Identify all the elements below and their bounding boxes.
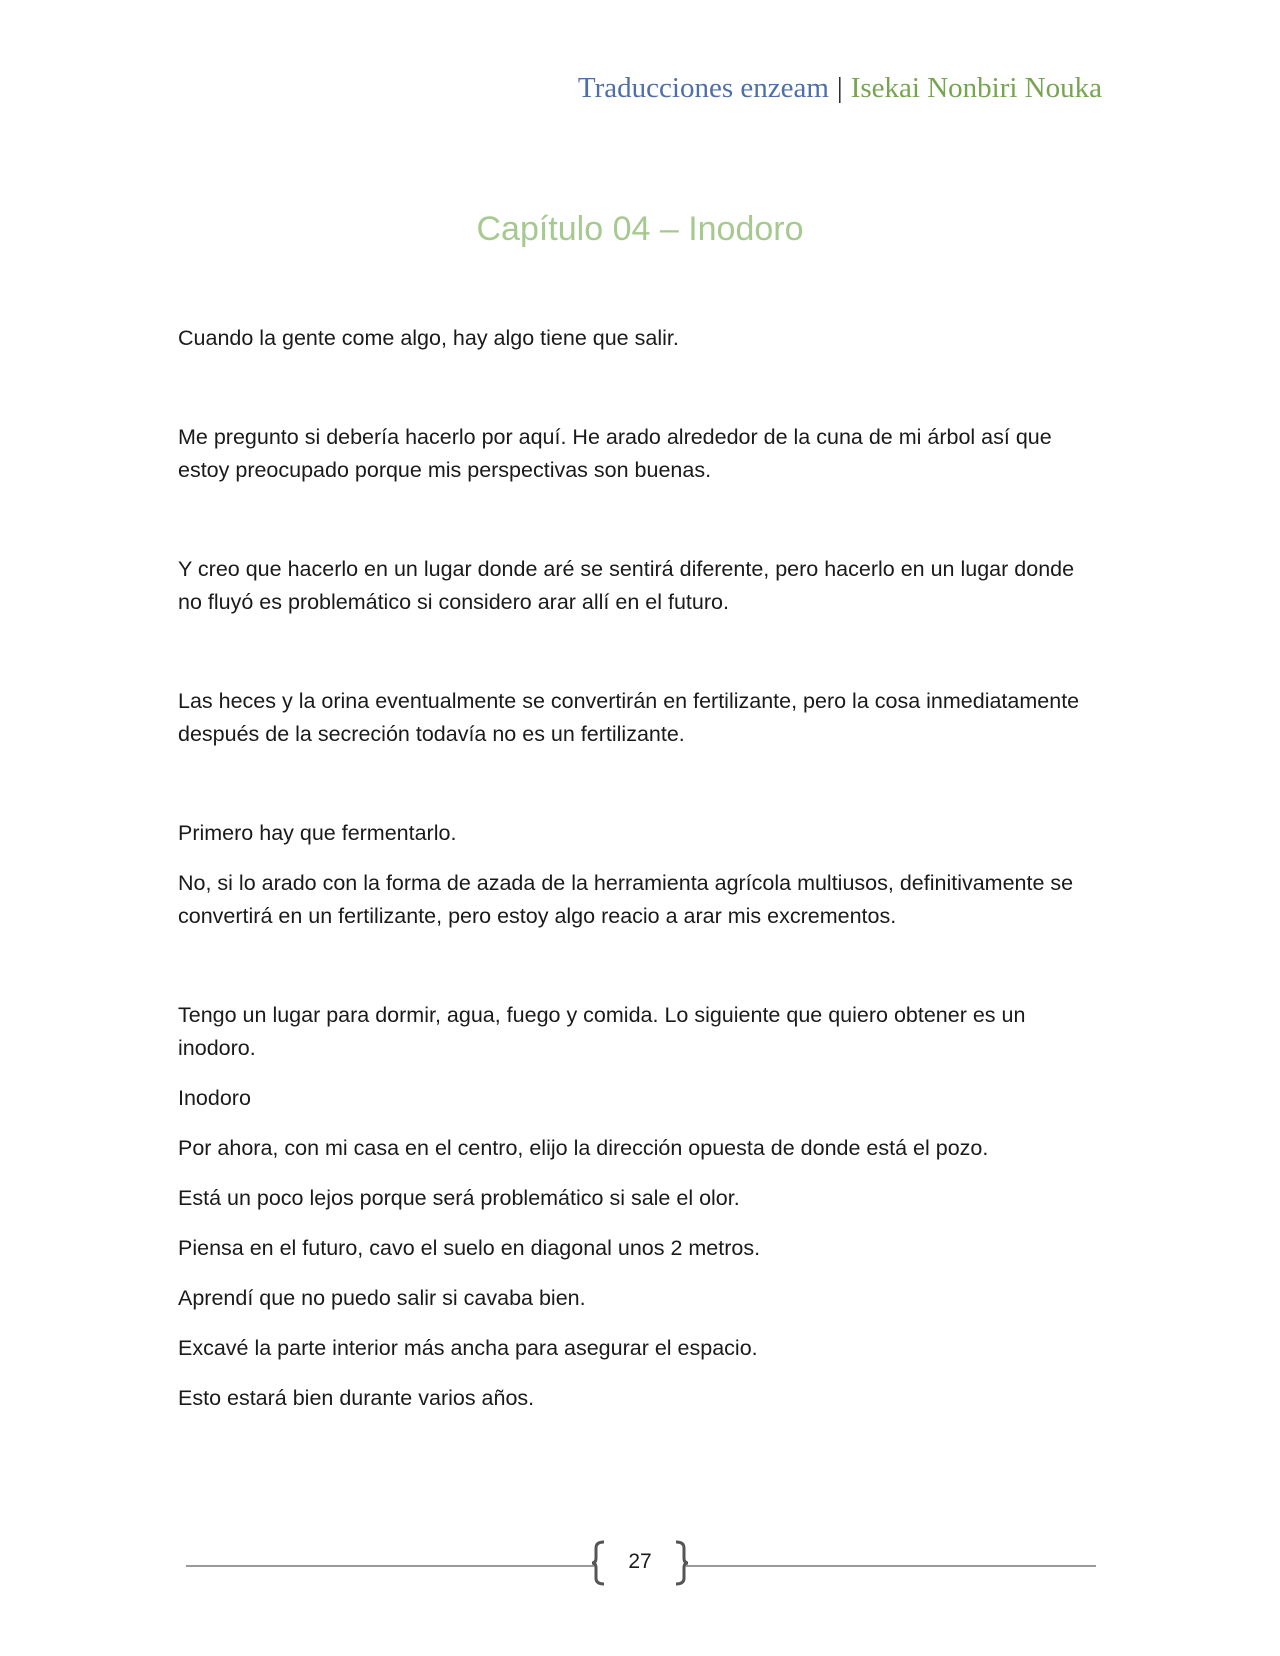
header-series-name: Traducciones enzeam: [577, 72, 829, 104]
paragraph: Por ahora, con mi casa en el centro, elijo la dirección opuesta de donde está el pozo.: [178, 1136, 989, 1160]
paragraph: Las heces y la orina eventualmente se convertirán en fertilizante, pero la cosa inmediatamente después de la secreción todavía no es un fertilizante.: [178, 689, 1080, 746]
paragraph: Aprendí que no puedo salir si cavaba bien.: [178, 1286, 586, 1310]
footer-rule-right: [686, 1565, 1096, 1567]
paragraph: Inodoro: [178, 1086, 251, 1110]
page-number: 27: [628, 1550, 652, 1573]
paragraph: Me pregunto si debería hacerlo por aquí. He arado alrededor de la cuna de mi árbol así que estoy preocupado porque mis perspectivas son buenas.: [178, 425, 1052, 482]
paragraph: No, si lo arado con la forma de azada de la herramienta agrícola multiusos, definitivamente se convertirá en un fertilizante, pero estoy algo reacio a arar mis excrementos.: [178, 871, 1074, 928]
paragraph: Cuando la gente come algo, hay algo tiene que salir.: [178, 326, 679, 350]
paragraph: Está un poco lejos porque será problemático si sale el olor.: [178, 1186, 740, 1210]
header-novel-name: Isekai Nonbiri Nouka: [850, 72, 1102, 104]
running-header: [578, 72, 1102, 105]
footer-rule-left: [186, 1565, 594, 1567]
header-separator: |: [836, 72, 843, 104]
left-brace-icon: [592, 1540, 606, 1586]
chapter-body: [178, 322, 1098, 1415]
right-brace-icon: [674, 1540, 688, 1586]
page-footer: [186, 1540, 1096, 1590]
paragraph: Tengo un lugar para dormir, agua, fuego y comida. Lo siguiente que quiero obtener es un inodoro.: [178, 1003, 1026, 1060]
chapter-title: Capítulo 04 – Inodoro: [476, 210, 804, 248]
paragraph: Piensa en el futuro, cavo el suelo en diagonal unos 2 metros.: [178, 1236, 761, 1260]
paragraph: Excavé la parte interior más ancha para asegurar el espacio.: [178, 1336, 758, 1360]
paragraph: Esto estará bien durante varios años.: [178, 1386, 535, 1410]
paragraph: Y creo que hacerlo en un lugar donde aré se sentirá diferente, pero hacerlo en un lugar donde no fluyó es problemático si considero arar allí en el futuro.: [178, 557, 1075, 614]
paragraph: Primero hay que fermentarlo.: [178, 821, 457, 845]
